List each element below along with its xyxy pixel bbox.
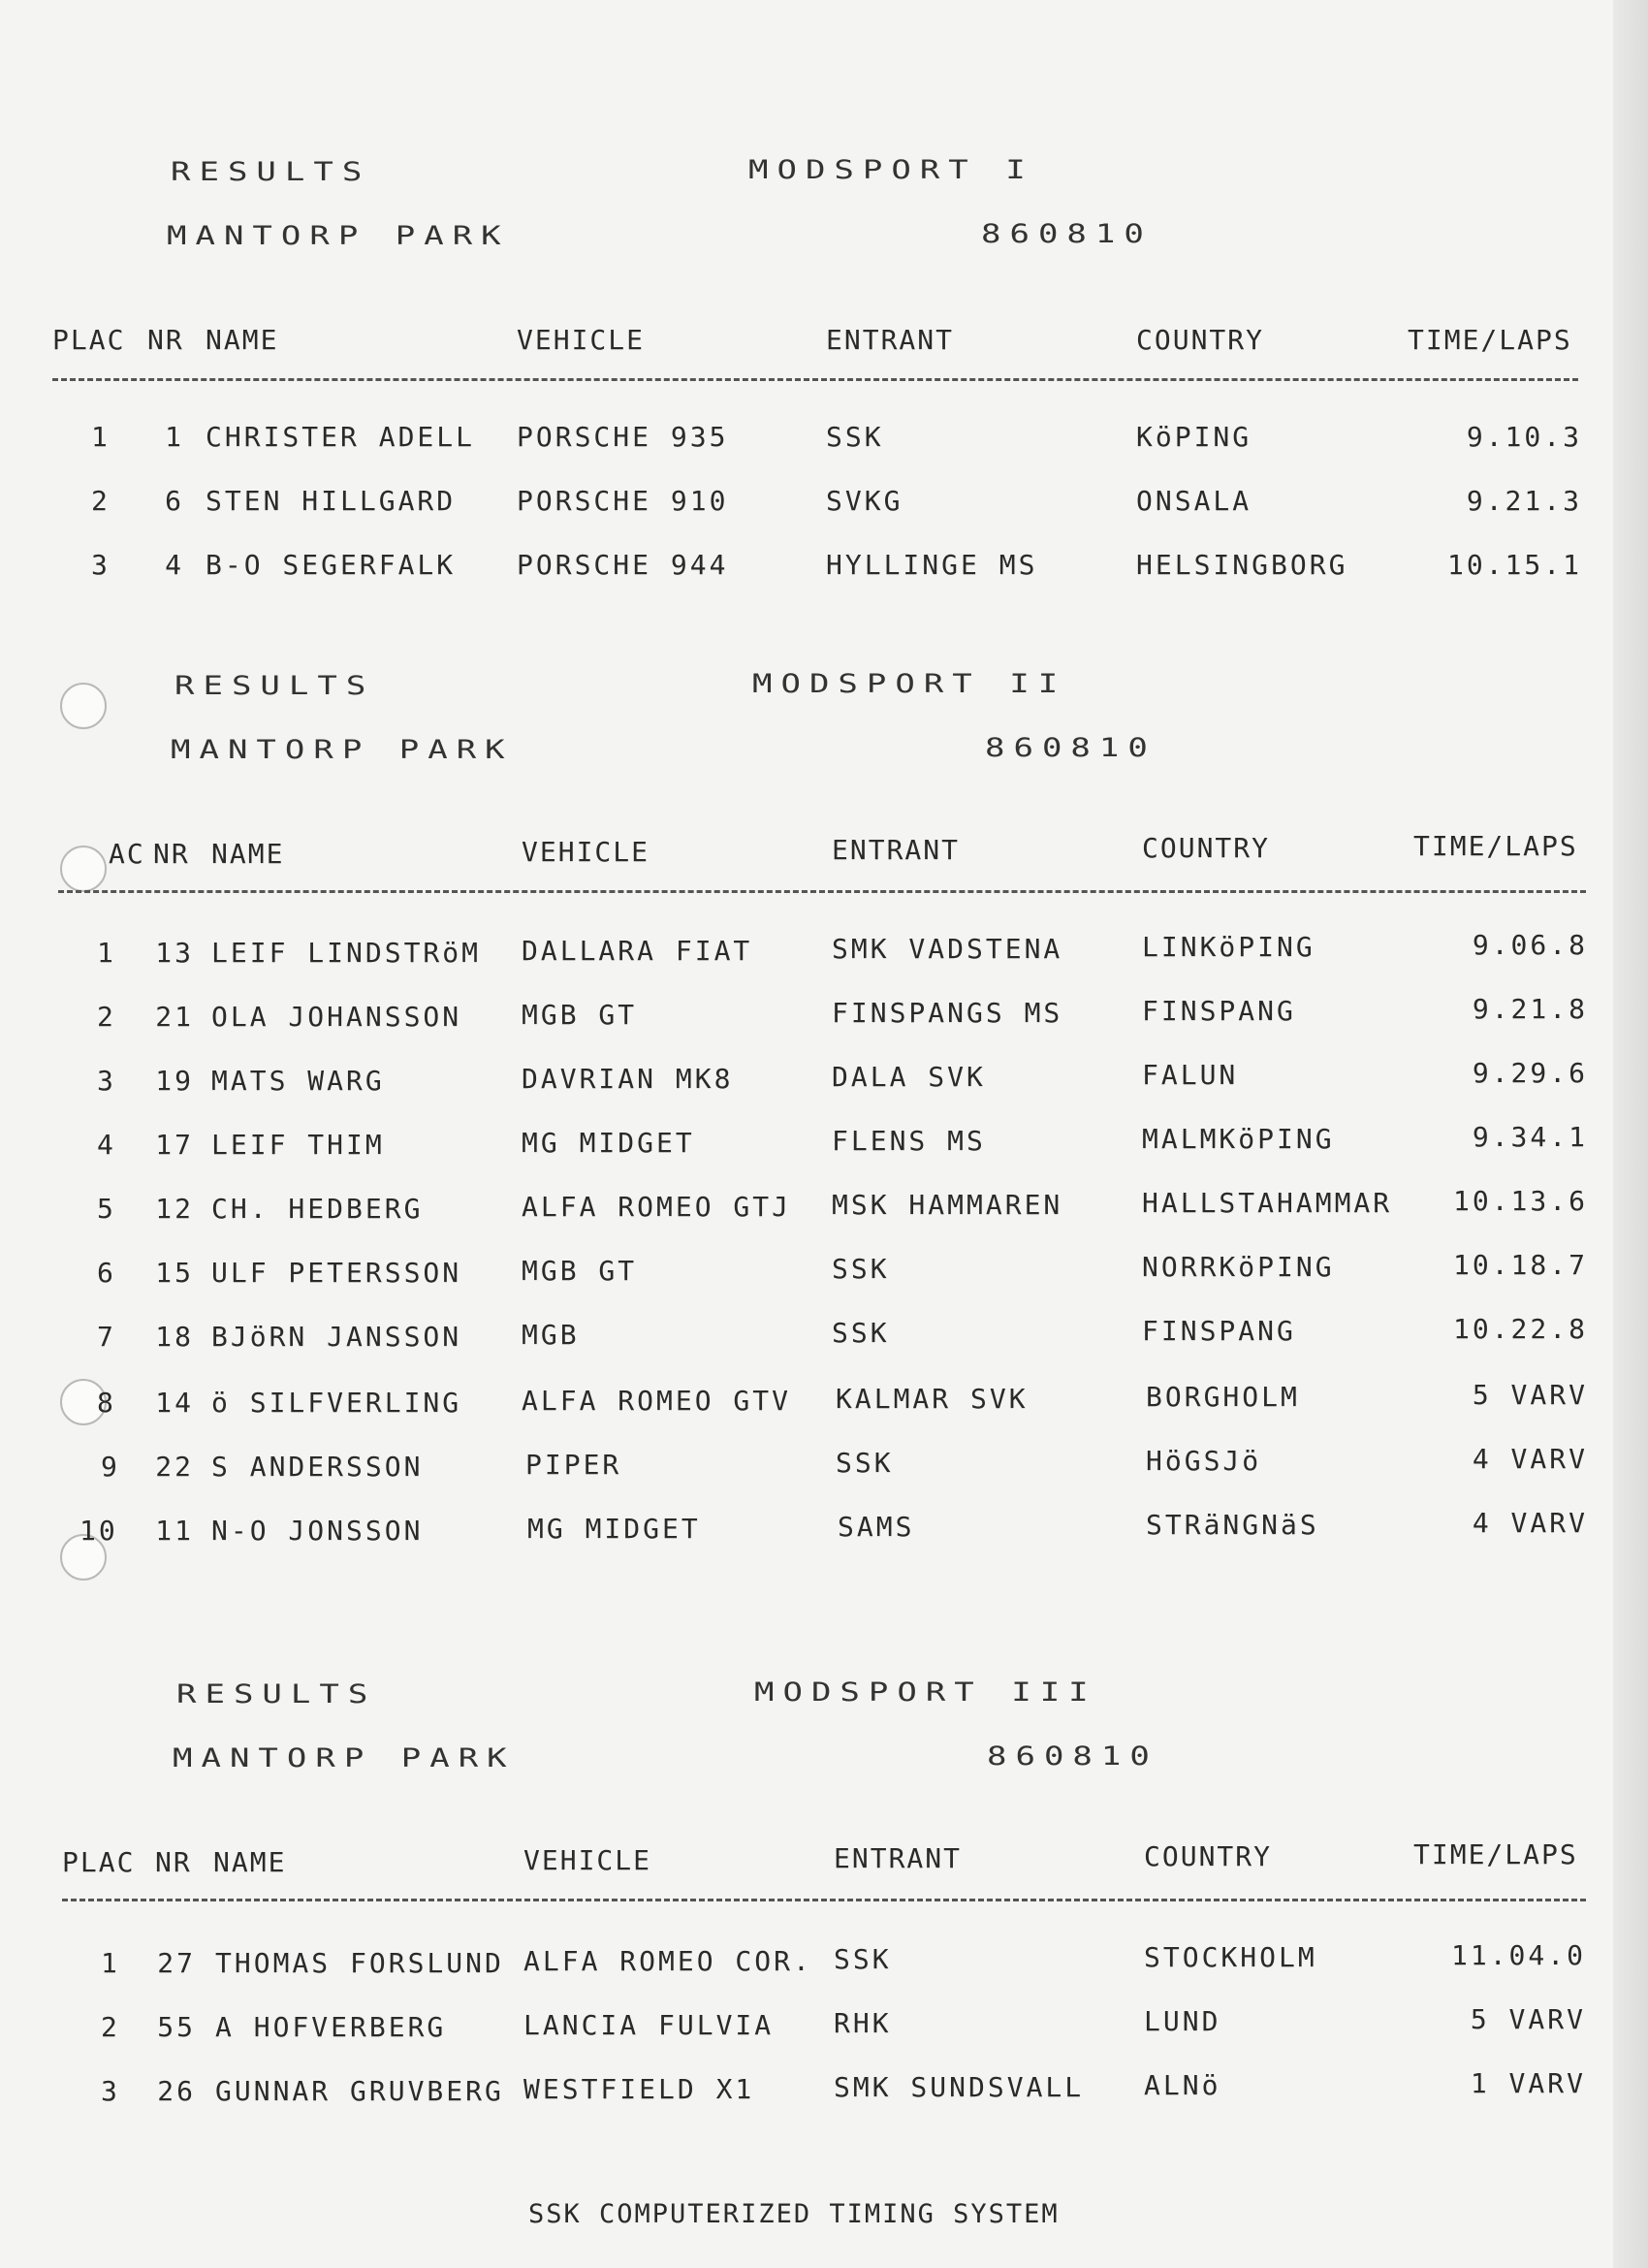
row-name: LEIF LINDSTRöM xyxy=(211,937,482,969)
row-plac: 8 xyxy=(97,1387,116,1419)
row-vehicle: PORSCHE 944 xyxy=(517,549,729,581)
col-plac: PLAC xyxy=(62,1846,136,1878)
row-vehicle: WESTFIELD X1 xyxy=(523,2073,755,2105)
row-name: STEN HILLGARD xyxy=(206,485,457,517)
row-nr: 19 xyxy=(155,1065,194,1097)
row-time: 10.18.7 xyxy=(1452,1249,1588,1281)
row-name: BJöRN JANSSON xyxy=(211,1321,462,1353)
row-time: 11.04.0 xyxy=(1450,1939,1586,1971)
row-time: 1 VARV xyxy=(1470,2067,1586,2099)
row-entrant: FINSPANGS MS xyxy=(832,997,1063,1029)
row-country: HELSINGBORG xyxy=(1136,549,1348,581)
row-nr: 11 xyxy=(155,1515,194,1547)
row-country: FINSPANG xyxy=(1142,1315,1296,1347)
row-name: B-O SEGERFALK xyxy=(206,549,457,581)
punch-hole xyxy=(60,683,107,729)
row-nr: 4 xyxy=(165,549,184,581)
row-entrant: MSK HAMMAREN xyxy=(832,1189,1063,1221)
row-country: STOCKHOLM xyxy=(1144,1941,1317,1973)
row-entrant: DALA SVK xyxy=(832,1061,986,1093)
row-name: GUNNAR GRUVBERG xyxy=(215,2075,504,2107)
col-nr: NR xyxy=(147,324,184,356)
row-country: NORRKöPING xyxy=(1142,1251,1335,1283)
col-vehicle: VEHICLE xyxy=(517,324,646,356)
row-nr: 14 xyxy=(155,1387,194,1419)
col-name: NAME xyxy=(213,1846,287,1878)
row-time: 10.13.6 xyxy=(1452,1185,1588,1217)
row-vehicle: PORSCHE 910 xyxy=(517,485,729,517)
row-nr: 55 xyxy=(157,2011,196,2043)
row-plac: 6 xyxy=(97,1257,116,1289)
row-vehicle: PORSCHE 935 xyxy=(517,421,729,453)
row-nr: 26 xyxy=(157,2075,196,2107)
row-entrant: RHK xyxy=(834,2007,892,2039)
col-plac: PLAC xyxy=(52,324,126,356)
col-time: TIME/LAPS xyxy=(1413,830,1578,862)
col-time: TIME/LAPS xyxy=(1408,324,1572,356)
row-plac: 3 xyxy=(101,2075,120,2107)
row-entrant: SMK VADSTENA xyxy=(832,933,1063,965)
row-time: 9.10.3 xyxy=(1466,421,1582,453)
row-nr: 6 xyxy=(165,485,184,517)
row-time: 5 VARV xyxy=(1472,1379,1588,1411)
row-time: 9.06.8 xyxy=(1472,929,1588,961)
date-heading: 860810 xyxy=(987,1741,1158,1773)
row-country: FALUN xyxy=(1142,1059,1239,1091)
col-vehicle: VEHICLE xyxy=(523,1844,652,1876)
row-vehicle: ALFA ROMEO COR. xyxy=(523,1945,812,1977)
row-vehicle: MG MIDGET xyxy=(522,1127,695,1159)
venue-heading: MANTORP PARK xyxy=(173,1743,516,1774)
date-heading: 860810 xyxy=(981,219,1153,250)
col-plac: AC xyxy=(109,838,145,870)
row-name: OLA JOHANSSON xyxy=(211,1001,462,1033)
col-entrant: ENTRANT xyxy=(834,1842,963,1874)
col-country: COUNTRY xyxy=(1136,324,1265,356)
row-plac: 1 xyxy=(101,1947,120,1979)
row-name: THOMAS FORSLUND xyxy=(215,1947,504,1979)
row-time: 4 VARV xyxy=(1472,1443,1588,1475)
col-nr: NR xyxy=(153,838,190,870)
row-country: HALLSTAHAMMAR xyxy=(1142,1187,1393,1219)
results-heading: RESULTS xyxy=(174,671,375,702)
row-country: ONSALA xyxy=(1136,485,1252,517)
row-country: ALNö xyxy=(1144,2069,1221,2101)
col-country: COUNTRY xyxy=(1144,1840,1273,1872)
class-heading: MODSPORT I xyxy=(748,155,1034,186)
footer-text: SSK COMPUTERIZED TIMING SYSTEM xyxy=(528,2199,1060,2229)
col-nr: NR xyxy=(155,1846,192,1878)
row-name: LEIF THIM xyxy=(211,1129,385,1161)
row-nr: 27 xyxy=(157,1947,196,1979)
row-vehicle: PIPER xyxy=(525,1449,622,1481)
row-plac: 1 xyxy=(91,421,111,453)
col-name: NAME xyxy=(211,838,285,870)
row-time: 9.34.1 xyxy=(1472,1121,1588,1153)
row-entrant: SSK xyxy=(832,1253,890,1285)
col-entrant: ENTRANT xyxy=(832,834,961,866)
row-country: BORGHOLM xyxy=(1146,1381,1300,1413)
row-nr: 12 xyxy=(155,1193,194,1225)
row-vehicle: MGB GT xyxy=(522,1255,638,1287)
row-time: 9.29.6 xyxy=(1472,1057,1588,1089)
row-plac: 2 xyxy=(91,485,111,517)
row-nr: 13 xyxy=(155,937,194,969)
row-name: ö SILFVERLING xyxy=(211,1387,462,1419)
col-vehicle: VEHICLE xyxy=(522,836,650,868)
page-edge xyxy=(1613,0,1648,2268)
row-vehicle: DALLARA FIAT xyxy=(522,935,753,967)
row-country: KöPING xyxy=(1136,421,1252,453)
row-nr: 17 xyxy=(155,1129,194,1161)
row-nr: 18 xyxy=(155,1321,194,1353)
row-vehicle: ALFA ROMEO GTJ xyxy=(522,1191,792,1223)
row-time: 10.22.8 xyxy=(1452,1313,1588,1345)
row-country: FINSPANG xyxy=(1142,995,1296,1027)
row-plac: 9 xyxy=(101,1451,120,1483)
col-entrant: ENTRANT xyxy=(826,324,955,356)
results-heading: RESULTS xyxy=(171,157,371,188)
row-nr: 22 xyxy=(155,1451,194,1483)
row-entrant: KALMAR SVK xyxy=(836,1383,1029,1415)
class-heading: MODSPORT II xyxy=(752,669,1067,700)
row-plac: 2 xyxy=(101,2011,120,2043)
row-name: MATS WARG xyxy=(211,1065,385,1097)
row-vehicle: ALFA ROMEO GTV xyxy=(522,1385,792,1417)
row-nr: 1 xyxy=(165,421,184,453)
row-vehicle: DAVRIAN MK8 xyxy=(522,1063,734,1095)
row-nr: 21 xyxy=(155,1001,194,1033)
row-entrant: SSK xyxy=(832,1317,890,1349)
row-time: 5 VARV xyxy=(1470,2003,1586,2035)
row-name: CH. HEDBERG xyxy=(211,1193,424,1225)
row-entrant: SAMS xyxy=(838,1511,915,1543)
row-plac: 5 xyxy=(97,1193,116,1225)
row-plac: 4 xyxy=(97,1129,116,1161)
row-name: A HOFVERBERG xyxy=(215,2011,447,2043)
row-time: 10.15.1 xyxy=(1446,549,1582,581)
row-name: ULF PETERSSON xyxy=(211,1257,462,1289)
row-country: LINKöPING xyxy=(1142,931,1315,963)
row-entrant: SSK xyxy=(836,1447,894,1479)
row-entrant: SMK SUNDSVALL xyxy=(834,2071,1085,2103)
class-heading: MODSPORT III xyxy=(754,1677,1097,1709)
row-time: 9.21.3 xyxy=(1466,485,1582,517)
results-heading: RESULTS xyxy=(176,1679,377,1710)
row-time: 9.21.8 xyxy=(1472,993,1588,1025)
row-vehicle: MGB GT xyxy=(522,999,638,1031)
row-entrant: FLENS MS xyxy=(832,1125,986,1157)
row-plac: 10 xyxy=(79,1515,118,1547)
col-time: TIME/LAPS xyxy=(1413,1838,1578,1870)
venue-heading: MANTORP PARK xyxy=(171,735,514,766)
row-plac: 2 xyxy=(97,1001,116,1033)
row-nr: 15 xyxy=(155,1257,194,1289)
row-country: HöGSJö xyxy=(1146,1445,1262,1477)
venue-heading: MANTORP PARK xyxy=(167,221,510,252)
row-name: CHRISTER ADELL xyxy=(206,421,476,453)
row-entrant: HYLLINGE MS xyxy=(826,549,1038,581)
row-country: LUND xyxy=(1144,2005,1221,2037)
row-plac: 1 xyxy=(97,937,116,969)
row-entrant: SSK xyxy=(834,1943,892,1975)
row-plac: 3 xyxy=(97,1065,116,1097)
row-name: N-O JONSSON xyxy=(211,1515,424,1547)
row-time: 4 VARV xyxy=(1472,1507,1588,1539)
row-vehicle: MG MIDGET xyxy=(527,1513,701,1545)
row-plac: 3 xyxy=(91,549,111,581)
col-country: COUNTRY xyxy=(1142,832,1271,864)
punch-hole xyxy=(60,846,107,892)
dashed-rule xyxy=(62,1899,1586,1901)
col-name: NAME xyxy=(206,324,279,356)
row-plac: 7 xyxy=(97,1321,116,1353)
date-heading: 860810 xyxy=(985,733,1157,764)
row-entrant: SSK xyxy=(826,421,884,453)
dashed-rule xyxy=(52,378,1578,381)
row-vehicle: MGB xyxy=(522,1319,580,1351)
row-vehicle: LANCIA FULVIA xyxy=(523,2009,775,2041)
dashed-rule xyxy=(58,890,1586,893)
row-name: S ANDERSSON xyxy=(211,1451,424,1483)
row-country: STRäNGNäS xyxy=(1146,1509,1319,1541)
row-entrant: SVKG xyxy=(826,485,903,517)
row-country: MALMKöPING xyxy=(1142,1123,1335,1155)
